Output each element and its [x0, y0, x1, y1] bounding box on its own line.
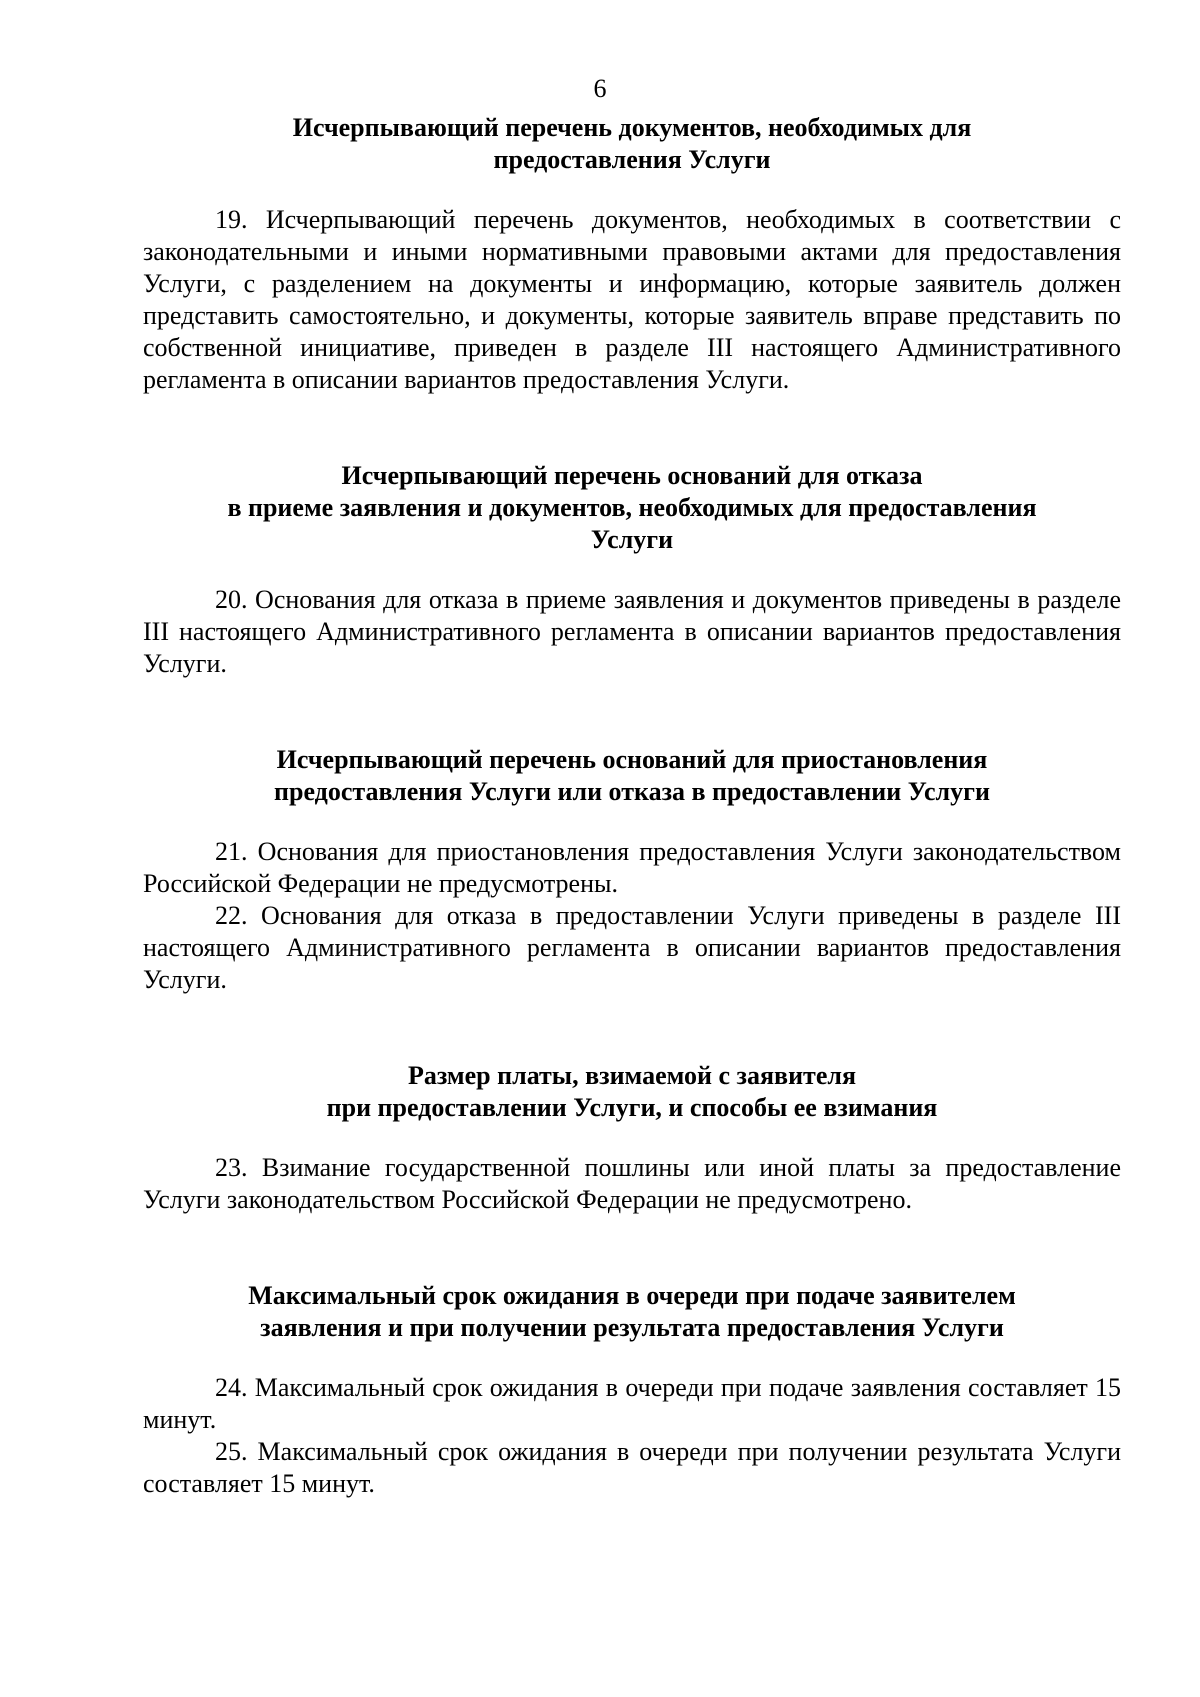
section-heading-documents-list — [143, 112, 1121, 176]
page-number: 6 — [593, 74, 607, 103]
paragraph-25: 25. Максимальный срок ожидания в очереди при получении результата Услуги составляет 15 минут. — [143, 1437, 1121, 1498]
heading-line: Размер платы, взимаемой с заявителя — [407, 1061, 857, 1090]
heading-line: заявления и при получении результата предоставления Услуги — [260, 1313, 1004, 1342]
paragraph-23: 23. Взимание государственной пошлины или иной платы за предоставление Услуги законодательством Российской Федерации не предусмотрено. — [143, 1153, 1121, 1214]
heading-line: Услуги — [590, 525, 674, 554]
heading-line: в приеме заявления и документов, необходимых для предоставления — [227, 493, 1037, 522]
heading-line: предоставления Услуги — [493, 145, 771, 174]
section-heading-refusal-acceptance — [143, 460, 1121, 556]
section-heading-queue-time — [143, 1280, 1121, 1344]
paragraph-22: 22. Основания для отказа в предоставлении Услуги приведены в разделе III настоящего Административного регламента в описании вариантов предоставления Услуги. — [143, 901, 1121, 994]
heading-line: предоставления Услуги или отказа в предоставлении Услуги — [274, 777, 990, 806]
paragraph-24: 24. Максимальный срок ожидания в очереди при подаче заявления составляет 15 минут. — [143, 1373, 1121, 1434]
section-heading-suspension-refusal — [143, 744, 1121, 808]
paragraph-20: 20. Основания для отказа в приеме заявления и документов приведены в разделе III настоящего Административного регламента в описании вариантов предоставления Услуги. — [143, 585, 1121, 678]
heading-line: Исчерпывающий перечень документов, необходимых для — [292, 113, 972, 142]
paragraph-21: 21. Основания для приостановления предоставления Услуги законодательством Российской Федерации не предусмотрены. — [143, 837, 1121, 898]
heading-line: Максимальный срок ожидания в очереди при подаче заявителем — [248, 1281, 1016, 1310]
section-heading-fee — [143, 1060, 1121, 1124]
paragraph-19: 19. Исчерпывающий перечень документов, необходимых в соответствии с законодательными и иными нормативными правовыми актами для предоставления Услуги, с разделением на документы и информацию, которые заявитель должен представить самостоятельно, и документы, которые заявитель вправе представить по собственной инициативе, приведен в разделе III настоящего Административного регламента в описании вариантов предоставления Услуги. — [143, 205, 1121, 394]
heading-line: Исчерпывающий перечень оснований для отказа — [341, 461, 923, 490]
heading-line: Исчерпывающий перечень оснований для приостановления — [276, 745, 988, 774]
heading-line: при предоставлении Услуги, и способы ее взимания — [326, 1093, 938, 1122]
document-body — [143, 112, 1121, 1500]
